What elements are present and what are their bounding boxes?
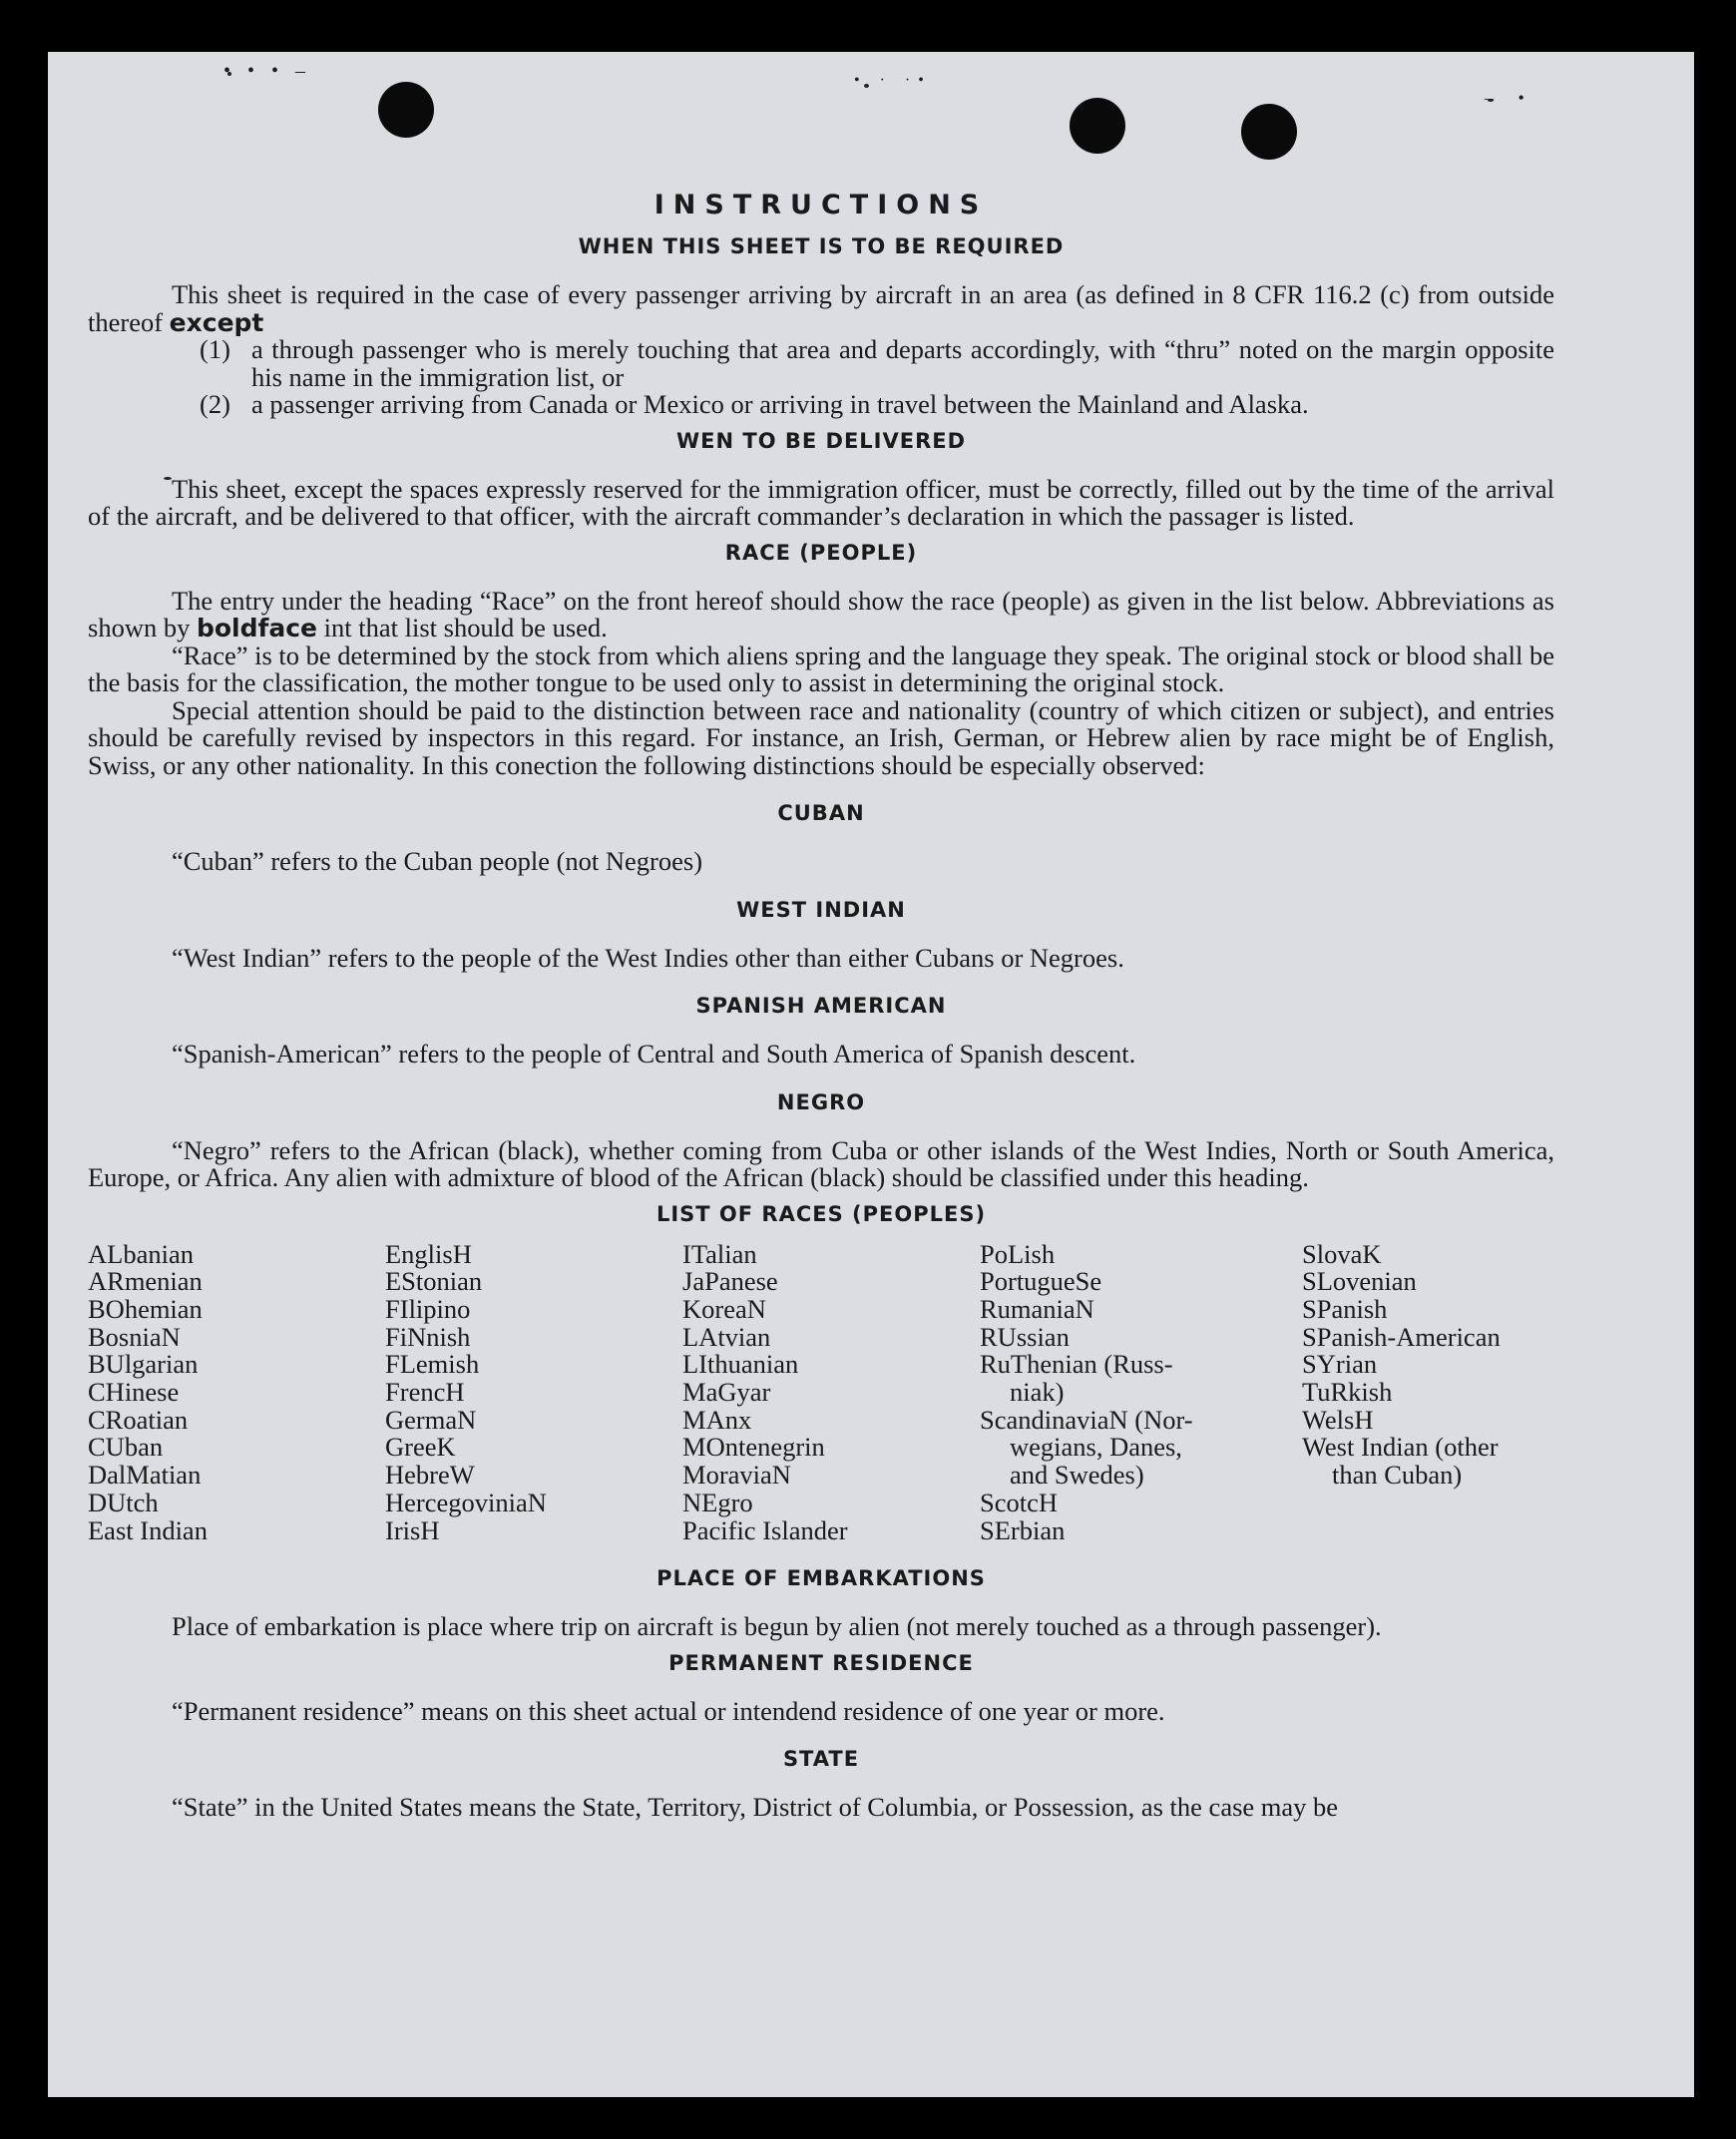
race-entry: MaGyar bbox=[682, 1377, 771, 1408]
race-entry: RuThenian (Russ- bbox=[980, 1349, 1173, 1380]
race-entry: JaPanese bbox=[682, 1266, 778, 1297]
punch-hole bbox=[378, 82, 434, 138]
race-entry: EnglisH bbox=[385, 1238, 472, 1269]
race-entry: ScotcH bbox=[980, 1487, 1059, 1517]
section-heading-west-indian: WEST INDIAN bbox=[736, 897, 906, 922]
race-entry: PoLish bbox=[980, 1238, 1056, 1269]
section-heading-delivered: WEN TO BE DELIVERED bbox=[675, 428, 967, 453]
race-entry: GreeK bbox=[385, 1432, 456, 1463]
race-entry: HercegoviniaN bbox=[385, 1487, 547, 1517]
race-entry: WelsH bbox=[1302, 1404, 1374, 1435]
race-entry: LAtvian bbox=[682, 1321, 771, 1352]
race-entry: BUlgarian bbox=[88, 1349, 199, 1380]
section-heading-race: RACE (PEOPLE) bbox=[724, 540, 918, 565]
race-entry: DUtch bbox=[88, 1487, 159, 1517]
page-title: INSTRUCTIONS bbox=[653, 190, 989, 220]
race-entry: CHinese bbox=[88, 1377, 180, 1408]
race-paragraph-2: “Race” is to be determined by the stock from which aliens spring and the language they speak. The original stock or blood shall be the basis for the classification, the mother tongue to be used only to assist in determining the original stock. bbox=[88, 640, 1554, 697]
race-column-2 bbox=[385, 1238, 682, 1545]
race-entry: IrisH bbox=[385, 1514, 440, 1545]
race-entry: CUban bbox=[88, 1432, 164, 1463]
race-column-5 bbox=[1302, 1238, 1553, 1545]
document-page bbox=[48, 52, 1694, 2097]
west-indian-text: “West Indian” refers to the people of the West Indies other than either Cubans or Negroes. bbox=[172, 942, 1124, 973]
race-column-4 bbox=[980, 1238, 1302, 1545]
residence-text: “Permanent residence” means on this sheet actual or intendend residence of one year or more. bbox=[172, 1695, 1165, 1726]
race-entry: DalMatian bbox=[88, 1460, 202, 1491]
race-entry: SLovenian bbox=[1302, 1266, 1417, 1297]
state-text: “State” in the United States means the State, Territory, District of Columbia, or Possession, as the case may be bbox=[172, 1792, 1339, 1823]
race-entry: SPanish bbox=[1302, 1293, 1388, 1324]
corner-marks-left: • • • – bbox=[223, 60, 312, 82]
section-heading-list-of-races: LIST OF RACES (PEOPLES) bbox=[655, 1201, 987, 1226]
instructions-body bbox=[88, 192, 1554, 1822]
race-entry: HebreW bbox=[385, 1460, 475, 1491]
race-column-1 bbox=[88, 1238, 385, 1545]
exception-item-2: (2) a passenger arriving from Canada or Mexico or arriving in travel between the Mainland and Alaska. bbox=[200, 389, 1309, 419]
section-heading-required: WHEN THIS SHEET IS TO BE REQUIRED bbox=[578, 234, 1065, 258]
race-entry: East Indian bbox=[88, 1514, 208, 1545]
race-entry: West Indian (other bbox=[1302, 1432, 1499, 1463]
race-entry: GermaN bbox=[385, 1404, 477, 1435]
race-entry: TuRkish bbox=[1302, 1377, 1393, 1408]
race-entry: FIlipino bbox=[385, 1293, 471, 1324]
race-entry: SlovaK bbox=[1302, 1238, 1382, 1269]
race-entry: SErbian bbox=[980, 1514, 1066, 1545]
spanish-american-text: “Spanish-American” refers to the people of Central and South America of Spanish descent. bbox=[172, 1039, 1136, 1069]
corner-marks-right: – • bbox=[1485, 88, 1534, 108]
race-entry: MAnx bbox=[682, 1404, 752, 1435]
race-entry: CRoatian bbox=[88, 1404, 189, 1435]
negro-text: “Negro” refers to the African (black), whether coming from Cuba or other islands of the West Indies, North or South America, Europe, or Africa. Any alien with admixture of blood of the African (black) should be classified under this heading. bbox=[88, 1134, 1554, 1192]
exception-item-1: (1) a through passenger who is merely touching that area and departs accordingly, with “thru” noted on the margin opposite his name in the immigration list, or bbox=[200, 334, 1554, 392]
race-entry: PortugueSe bbox=[980, 1266, 1102, 1297]
race-entry: EStonian bbox=[385, 1266, 483, 1297]
embarkation-text: Place of embarkation is place where trip on aircraft is begun by alien (not merely touched as a through passenger). bbox=[172, 1611, 1382, 1642]
race-entry: SPanish-American bbox=[1302, 1321, 1501, 1352]
race-entry: MoraviaN bbox=[682, 1460, 791, 1491]
race-entry: BosniaN bbox=[88, 1321, 181, 1352]
race-entry: and Swedes) bbox=[1010, 1460, 1144, 1491]
race-entry: BOhemian bbox=[88, 1293, 203, 1324]
race-entry: MOntenegrin bbox=[682, 1432, 825, 1463]
race-entry: Pacific Islander bbox=[682, 1514, 848, 1545]
section-heading-cuban: CUBAN bbox=[777, 801, 865, 825]
race-entry: SYrian bbox=[1302, 1349, 1378, 1380]
required-intro: This sheet is required in the case of every passenger arriving by aircraft in an area (as defined in 8 CFR 116.2 (c) from outside thereof except bbox=[88, 279, 1554, 337]
race-entry: FLemish bbox=[385, 1349, 480, 1380]
section-heading-embarkation: PLACE OF EMBARKATIONS bbox=[656, 1566, 986, 1591]
race-entry: KoreaN bbox=[682, 1293, 766, 1324]
race-entry: ITalian bbox=[682, 1238, 757, 1269]
race-entry: RUssian bbox=[980, 1321, 1070, 1352]
punch-hole bbox=[1070, 98, 1125, 154]
section-heading-spanish-american: SPANISH AMERICAN bbox=[695, 994, 947, 1018]
race-entry: ScandinaviaN (Nor- bbox=[980, 1404, 1193, 1435]
race-entry: FrencH bbox=[385, 1377, 465, 1408]
section-heading-negro: NEGRO bbox=[776, 1089, 866, 1114]
delivered-text: This sheet, except the spaces expressly reserved for the immigration officer, must be correctly, filled out by the time of the arrival of the aircraft, and be delivered to that officer, with the aircraft commander’s declaration in which the passager is listed. bbox=[88, 473, 1554, 531]
race-entry: FiNnish bbox=[385, 1321, 471, 1352]
race-entry: ALbanian bbox=[88, 1238, 194, 1269]
race-paragraph-3: Special attention should be paid to the distinction between race and nationality (country of which citizen or subject), and entries should be carefully revised by inspectors in this regard. For instance, an Irish, German, or Hebrew alien by race might be of English, Swiss, or any other nationality. In this conection the following distinctions should be especially observed: bbox=[88, 694, 1554, 780]
race-entry: than Cuban) bbox=[1332, 1460, 1463, 1491]
race-paragraph-1: The entry under the heading “Race” on the front hereof should show the race (people) as given in the list below. Abbreviations as shown by boldface int that list should be used. bbox=[88, 585, 1554, 642]
corner-marks-middle: • · ·• bbox=[854, 72, 932, 89]
race-entry: niak) bbox=[1010, 1377, 1065, 1408]
race-column-3 bbox=[682, 1238, 980, 1545]
race-entry: RumaniaN bbox=[980, 1293, 1094, 1324]
race-list bbox=[88, 1238, 1554, 1545]
race-entry: NEgro bbox=[682, 1487, 753, 1517]
race-entry: LIthuanian bbox=[682, 1349, 799, 1380]
section-heading-state: STATE bbox=[782, 1747, 860, 1772]
race-entry: wegians, Danes, bbox=[1010, 1432, 1182, 1463]
punch-hole bbox=[1241, 104, 1297, 160]
section-heading-residence: PERMANENT RESIDENCE bbox=[668, 1650, 974, 1675]
race-entry: ARmenian bbox=[88, 1266, 203, 1297]
cuban-text: “Cuban” refers to the Cuban people (not Negroes) bbox=[172, 846, 703, 876]
